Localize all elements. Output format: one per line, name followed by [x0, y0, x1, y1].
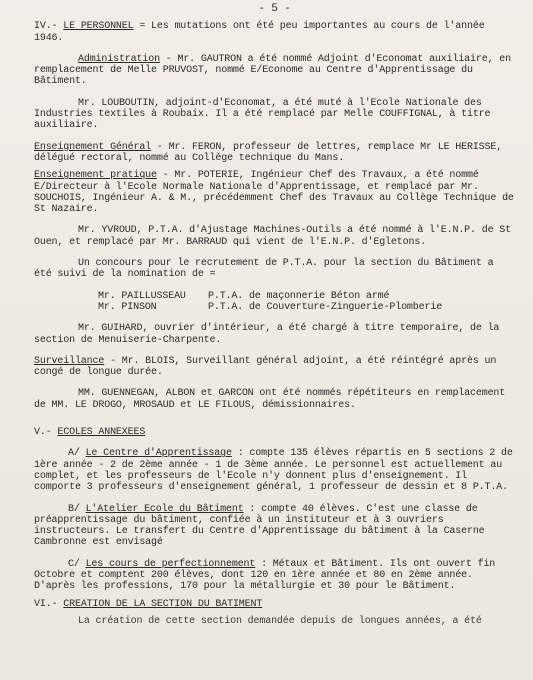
subheading-cours-perfectionnement: Les cours de perfectionnement [85, 558, 256, 570]
nomination-name: Mr. PAILLUSSEAU [98, 290, 186, 302]
subheading-enseignement-general: Enseignement Général [34, 141, 152, 153]
subheading-enseignement-pratique: Enseignement pratique [34, 170, 157, 182]
section-title: CREATION DE LA SECTION DU BATIMENT [63, 598, 263, 610]
paragraph-guihard: Mr. GUIHARD, ouvrier d'intérieur, a été chargé à titre temporaire, de la section de Menuiserie-Charpente. [34, 323, 500, 346]
nomination-role: P.T.A. de maçonnerie Béton armé [208, 290, 390, 302]
nomination-row [34, 291, 515, 302]
paragraph-administration [34, 54, 515, 88]
subheading-surveillance: Surveillance [34, 355, 105, 367]
paragraph-text: : compte 40 élèves. C'est une classe de préapprentissage du bâtiment, confiée à un instituteur et à 3 ouvriers instructeurs. Le transfert du Centre d'Apprentissage du bâtiment à la Caserne Cambronne est envisagé [34, 503, 485, 549]
paragraph-centre-apprentissage [34, 448, 515, 493]
section-number: VI.- [34, 598, 58, 610]
paragraph-enseignement-general [34, 142, 515, 165]
section-title: ECOLES ANNEXEES [57, 427, 146, 439]
item-label: C/ [68, 558, 80, 570]
section-intro: = Les mutations ont été peu importantes au cours de l'année 1946. [34, 21, 485, 44]
paragraph-atelier-ecole [34, 504, 515, 549]
paragraph-creation: La création de cette section demandée depuis de longues années, a été [78, 615, 482, 627]
section-number: IV.- [34, 21, 58, 33]
section-title: LE PERSONNEL [63, 21, 134, 33]
subheading-centre-apprentissage: Le Centre d'Apprentissage [85, 448, 232, 460]
paragraph-surveillance [34, 356, 515, 379]
section-personnel-heading [34, 21, 515, 44]
paragraph-text: : Métaux et Bâtiment. Ils ont ouvert fin Octobre et comptent 200 élèves, dont 120 en 1ère année et 80 en 2ème année. D'après les professions, 170 pour la métallurgie et 30 pour le Bâtiment. [34, 558, 496, 593]
paragraph-text: - Mr. FERON, professeur de lettres, remplace Mr LE HERISSE, délégué rectoral, nommé au Collège technique du Mans. [34, 141, 503, 164]
paragraph-text: : compte 135 élèves répartis en 5 sections 2 de 1ère année - 2 de 2ème année - 1 de 3ème année. Le personnel est actuellement au complet, et les professeurs de l'Ecole n'y donnent plus d'enseignement. Il comporte 3 professeurs d'enseignement général, 1 professeur de dessin et 8 P.T.A. [34, 448, 513, 494]
subheading-atelier-ecole: L'Atelier Ecole du Bâtiment [85, 503, 244, 515]
paragraph-louboutin: Mr. LOUBOUTIN, adjoint-d'Economat, a été muté à l'Ecole Nationale des Industries textiles à Roubaix. Il a été remplacé par Melle COUFFIGNAL, à titre auxiliaire. [34, 97, 491, 132]
subheading-administration: Administration [78, 53, 160, 65]
section-annexes-heading [34, 427, 515, 438]
paragraph-text: - Mr. BLOIS, Surveillant général adjoint, a été réintégré après un congé de longue durée. [34, 355, 497, 379]
section-number: V.- [34, 427, 52, 439]
paragraph-repetiteurs: MM. GUENNEGAN, ALBON et GARCON ont été nommés répétiteurs en remplacement de MM. LE DROGO, MROSAUD et LE FILOUS, démissionnaires. [34, 388, 506, 411]
nomination-name: Mr. PINSON [98, 301, 157, 313]
paragraph-enseignement-pratique [34, 170, 515, 215]
nomination-role: P.T.A. de Couverture-Zinguerie-Plomberie [208, 301, 443, 313]
paragraph-yvroud: Mr. YVROUD, P.T.A. d'Ajustage Machines-Outils a été nommé à l'E.N.P. de St Ouen, et remplacé par Mr. BARRAUD qui vient de l'E.N.P. d'Egletons. [34, 225, 511, 248]
section-creation-heading [34, 599, 515, 610]
paragraph-cours-perfectionnement [34, 559, 515, 593]
item-label: A/ [68, 448, 80, 460]
page-number: - 5 - [258, 3, 291, 15]
paragraph-concours: Un concours pour le recrutement de P.T.A. pour la section du Bâtiment a été suivi de la nomination de = [34, 258, 494, 281]
item-label: B/ [68, 503, 80, 515]
paragraph-text: - Mr. GAUTRON a été nommé Adjoint d'Economat auxiliaire, en remplacement de Melle PRUVOST, nommé E/Econome au Centre d'Apprentissage du Bâtiment. [34, 53, 511, 88]
nomination-row [34, 302, 515, 313]
paragraph-text: - Mr. POTERIE, Ingénieur Chef des Travaux, a été nommé E/Directeur à l'Ecole Normale Nationale d'Apprentissage, et remplacé par Mr. SOUCHOIS, Ingénieur A. & M., précédemment Chef des Travaux au Collège Technique de St Nazaire. [34, 170, 514, 216]
